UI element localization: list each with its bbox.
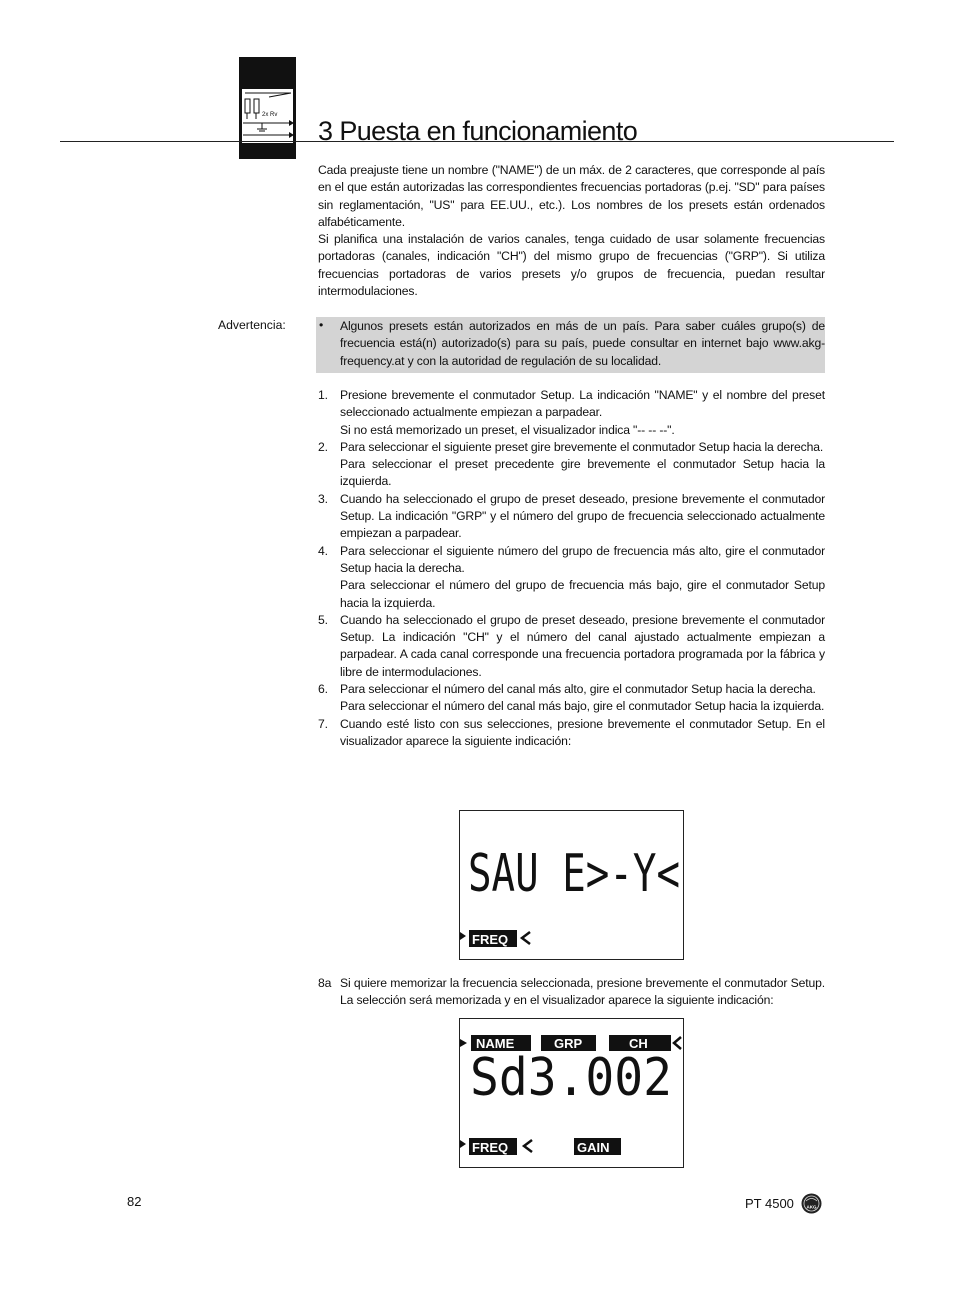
- step-number: 6.: [318, 682, 328, 697]
- step-text: Cuando ha seleccionado el grupo de preset deseado, presione brevemente el conmutador Setup. La indicación "GRP" y el número del grupo de frecuencia seleccionado actualmente empiezan a parpadear.: [340, 491, 825, 541]
- step-note: Para seleccionar el preset precedente gire brevemente el conmutador Setup hacia la izquierda.: [340, 457, 825, 489]
- model-name: PT 4500: [745, 1196, 794, 1211]
- step-note: Para seleccionar el número del canal más bajo, gire el conmutador Setup hacia la izquierda.: [340, 699, 825, 714]
- akg-logo-icon: [801, 1193, 822, 1214]
- step-number: 4.: [318, 543, 328, 558]
- warning-label: Advertencia:: [218, 318, 286, 332]
- step-number: 3.: [318, 491, 328, 506]
- list-item: [318, 387, 825, 439]
- step-note: Si no está memorizado un preset, el visualizador indica "-- -- --".: [340, 422, 675, 437]
- warning-text: Algunos presets están autorizados en más de un país. Para saber cuáles grupo(s) de frecuencia está(n) autorizado(s) para su país, puede consultar en internet bajo www.akg-frequency.at y con la autoridad de regulación de su localidad.: [340, 319, 825, 368]
- list-item: [318, 612, 825, 681]
- lcd-main-text: Sd3.002: [470, 1048, 672, 1108]
- thumbnail-label: 2x Rv: [262, 112, 278, 118]
- step-text: Para seleccionar el número del canal más alto, gire el conmutador Setup hacia la derecha.: [340, 682, 816, 697]
- warning-bullet: •: [319, 318, 324, 332]
- step-text: Para seleccionar el siguiente número del grupo de frecuencia más alto, gire el conmutador Setup hacia la derecha.: [340, 543, 825, 575]
- step-text: Si quiere memorizar la frecuencia seleccionada, presione brevemente el conmutador Setup. La selección será memorizada y en el visualizador aparece la siguiente indicación:: [340, 976, 825, 1008]
- list-item: [318, 439, 825, 491]
- page-number: 82: [127, 1194, 142, 1209]
- section-title: 3 Puesta en funcionamiento: [318, 116, 638, 146]
- step-text: Para seleccionar el siguiente preset gire brevemente el conmutador Setup hacia la derecha.: [340, 439, 824, 454]
- lcd-grp-label: GRP: [554, 1036, 583, 1051]
- step-text: Cuando ha seleccionado el grupo de preset deseado, presione brevemente el conmutador Setup. La indicación "CH" y el número del canal ajustado actualmente empiezan a parpadear. A cada canal corresponde una frecuencia portadora programada por la fábrica y libre de intermodulaciones.: [340, 612, 825, 679]
- list-item: [318, 716, 825, 751]
- list-item: [318, 543, 825, 612]
- step-number: 8a: [318, 976, 332, 990]
- intro-paragraph-2: Si planifica una instalación de varios canales, tenga cuidado de usar solamente frecuencias portadoras (canales, indicación "CH") del mismo grupo de frecuencias ("GRP"). Si utiliza frecuencias portadoras de varios presets y/o grupos de frecuencia, puedan resultar intermodulaciones.: [318, 232, 825, 299]
- step-note: Para seleccionar el número del grupo de frecuencia más bajo, gire el conmutador Setup hacia la izquierda.: [340, 578, 825, 610]
- lcd-freq-label: FREQ: [472, 932, 509, 947]
- intro-text: [318, 162, 825, 300]
- step-number: 7.: [318, 716, 328, 731]
- section-thumbnail: [239, 57, 296, 159]
- steps-list: [318, 387, 825, 750]
- step-text: Presione brevemente el conmutador Setup. La indicación "NAME" y el nombre del preset seleccionado actualmente empiezan a parpadear.: [340, 388, 825, 420]
- step-8a: [318, 975, 825, 1010]
- intro-paragraph-1: Cada preajuste tiene un nombre ("NAME") de un máx. de 2 caracteres, que corresponde al país en el que están autorizadas las correspondientes frecuencias portadoras (p.ej. "SD" para países sin reglamentación, "US" para EE.UU., etc.). Los nombres de los presets están ordenados alfabéticamente.: [318, 163, 825, 229]
- list-item: [318, 681, 825, 716]
- list-item: [318, 491, 825, 543]
- lcd-freq-label: FREQ: [472, 1140, 509, 1155]
- lcd-gain-label: GAIN: [577, 1140, 610, 1155]
- step-number: 1.: [318, 388, 328, 402]
- lcd-name-label: NAME: [476, 1036, 515, 1051]
- step-number: 2.: [318, 439, 328, 454]
- step-text: Cuando esté listo con sus selecciones, presione brevemente el conmutador Setup. En el visualizador aparece la siguiente indicación:: [340, 716, 825, 748]
- lcd-main-text: SAU E>-Y<: [468, 844, 680, 904]
- step-number: 5.: [318, 612, 328, 627]
- lcd-display-save: [459, 810, 684, 960]
- lcd-ch-label: CH: [629, 1036, 648, 1051]
- logo-text: AKG: [806, 1204, 817, 1210]
- lcd-display-stored: [459, 1018, 684, 1168]
- warning-box: [316, 317, 825, 373]
